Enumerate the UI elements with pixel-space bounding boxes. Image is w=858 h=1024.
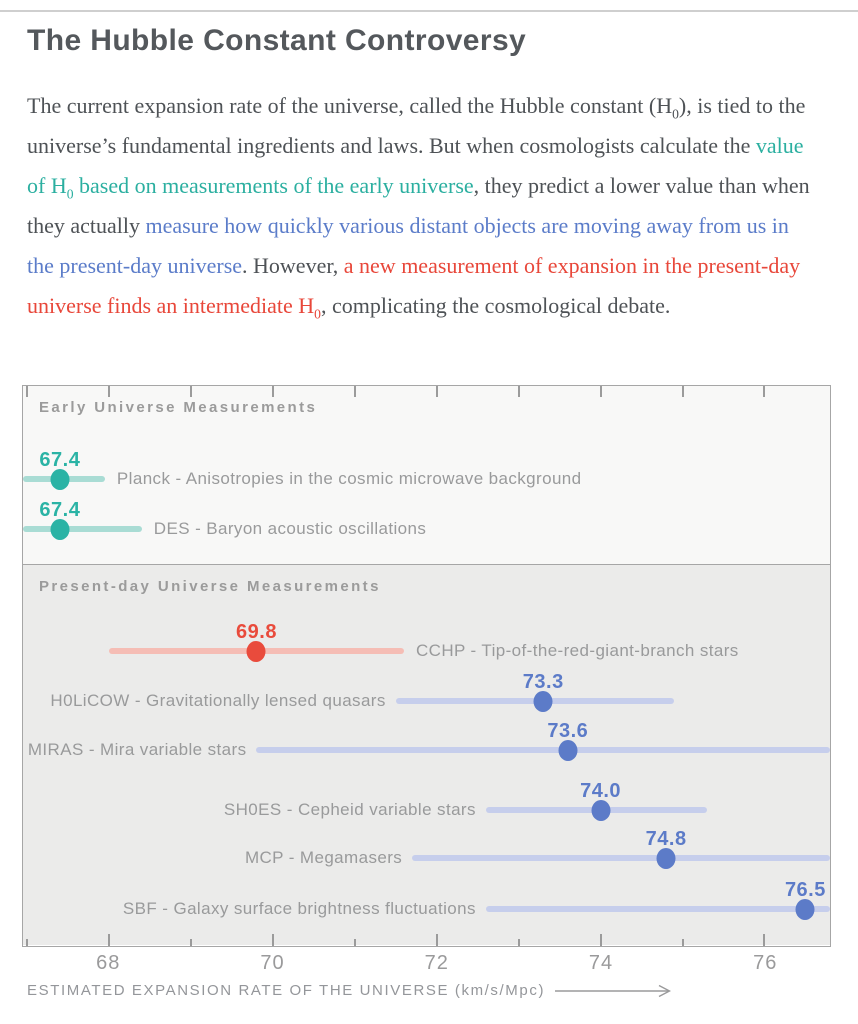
axis-arrow-icon: [555, 984, 673, 998]
paragraph-text: . However,: [242, 253, 344, 278]
row-label: H0LiCOW - Gravitationally lensed quasars: [50, 691, 386, 710]
measurement-row: [23, 671, 830, 726]
page-title: The Hubble Constant Controversy: [27, 24, 527, 57]
axis-tick: [682, 386, 684, 397]
error-bar: [256, 747, 830, 753]
axis-tick-label: 76: [753, 952, 778, 974]
axis-tick: [763, 934, 765, 946]
chart-section-present: [23, 564, 830, 945]
axis-tick: [26, 939, 28, 946]
axis-tick: [108, 386, 110, 397]
axis-tick: [600, 386, 602, 397]
axis-tick: [26, 386, 28, 397]
highlight-red: 0: [314, 306, 321, 322]
measurement-row: [23, 720, 830, 775]
row-label: DES - Baryon acoustic oscillations: [153, 519, 427, 538]
value-label: 74.0: [580, 780, 622, 802]
row-label: SH0ES - Cepheid variable stars: [223, 800, 476, 819]
axis-tick-label: 72: [424, 952, 449, 974]
axis-tick-label: 68: [96, 952, 121, 974]
top-divider: [0, 10, 858, 12]
highlight-red: a new measurement of expansion in the present-day universe finds an intermediate H: [27, 253, 801, 318]
value-label: 74.8: [645, 828, 687, 850]
highlight-teal: based on measurements of the early universe: [73, 173, 474, 198]
error-bar: [486, 906, 830, 912]
axis-tick: [272, 934, 274, 946]
axis-tick: [108, 934, 110, 946]
axis-tick: [436, 934, 438, 946]
value-label: 73.6: [547, 720, 589, 742]
axis-tick: [354, 386, 356, 397]
measurement-row: [23, 780, 830, 835]
axis-tick: [600, 934, 602, 946]
axis-tick: [354, 939, 356, 946]
value-label: 73.3: [522, 671, 564, 693]
axis-tick: [518, 939, 520, 946]
measurement-row: [23, 621, 830, 676]
axis-tick: [518, 386, 520, 397]
value-label: 67.4: [39, 449, 81, 471]
highlight-teal: value of H: [27, 133, 804, 198]
hubble-constant-chart: [22, 385, 831, 947]
measurement-row: [23, 449, 830, 504]
value-label: 76.5: [784, 879, 826, 901]
row-label: MIRAS - Mira variable stars: [27, 740, 247, 759]
x-axis-title: [27, 982, 673, 999]
section-label: Early Universe Measurements: [39, 399, 318, 416]
highlight-teal: 0: [66, 186, 74, 202]
paragraph-text: 0: [672, 106, 679, 122]
error-bar: [23, 526, 142, 532]
row-label: MCP - Megamasers: [244, 848, 403, 867]
chart-section-early: [23, 386, 830, 564]
axis-tick-label: 74: [588, 952, 614, 974]
axis-tick: [190, 386, 192, 397]
row-label: CCHP - Tip-of-the-red-giant-branch stars: [415, 641, 739, 660]
paragraph-text: ), is tied to the universe’s fundamental ingredients and laws. But when cosmologists calculate the: [27, 93, 806, 158]
axis-tick: [682, 939, 684, 946]
row-label: Planck - Anisotropies in the cosmic microwave background: [116, 469, 582, 488]
paragraph-text: , complicating the cosmological debate.: [320, 293, 671, 318]
paragraph-text: The current expansion rate of the universe, called the Hubble constant (H: [27, 93, 673, 118]
measurement-row: [23, 879, 830, 934]
axis-tick: [272, 386, 274, 397]
measurement-row: [23, 828, 830, 883]
row-label: SBF - Galaxy surface brightness fluctuations: [122, 899, 476, 918]
highlight-blue: measure how quickly various distant objects are moving away from us in the present-day universe: [27, 213, 789, 278]
measurement-row: [23, 499, 830, 554]
intro-paragraph: [27, 86, 815, 326]
axis-tick: [190, 939, 192, 946]
axis-tick: [436, 386, 438, 397]
section-label: Present-day Universe Measurements: [39, 578, 381, 595]
value-label: 69.8: [236, 621, 277, 643]
axis-tick: [763, 386, 765, 397]
x-axis-title-text: ESTIMATED EXPANSION RATE OF THE UNIVERSE (km/s/Mpc): [27, 982, 546, 999]
paragraph-text: , they predict a lower value than when they actually: [27, 173, 810, 238]
axis-tick-label: 70: [260, 952, 285, 974]
error-bar: [412, 855, 830, 861]
x-axis-tick-labels: [22, 952, 831, 976]
value-label: 67.4: [39, 499, 81, 521]
